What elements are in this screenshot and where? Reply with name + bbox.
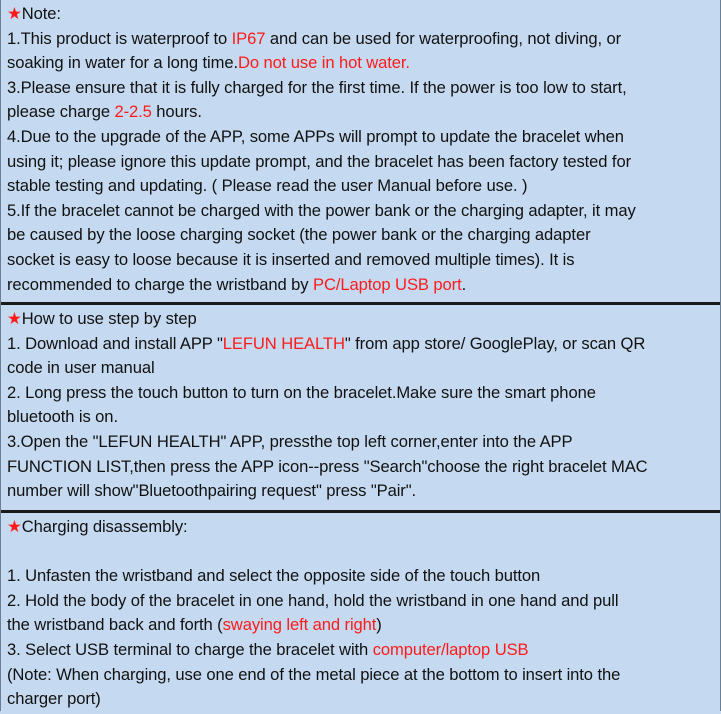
charge-hours-highlight: 2-2.5 [114, 102, 152, 122]
text: ) [376, 615, 382, 635]
step-2-line-2: bluetooth is on. [7, 407, 118, 427]
howto-heading [7, 307, 714, 332]
charging-heading [7, 515, 714, 540]
charging-step-3 [7, 638, 714, 663]
blank-line [7, 540, 714, 565]
text: recommended to charge the wristband by [7, 274, 314, 294]
charging-step-2-line-2 [7, 613, 714, 638]
howto-title: How to use step by step [21, 309, 197, 328]
text: and can be used for waterproofing, not diving, or [265, 28, 622, 48]
app-name-highlight: LEFUN HEALTH [222, 333, 345, 353]
charging-title: Charging disassembly: [21, 517, 188, 536]
howto-section [1, 305, 720, 510]
text: soaking in water for a long time. [7, 53, 238, 73]
step-3-line-3: number will show"Bluetoothpairing request" press "Pair". [7, 481, 417, 501]
charging-note-line-2: charger port) [7, 689, 101, 709]
step-1-line-2: code in user manual [7, 358, 155, 378]
note-section [1, 0, 720, 302]
text: please charge [7, 102, 115, 122]
text: . [461, 274, 467, 294]
ip67-highlight: IP67 [231, 28, 266, 48]
text: the wristband back and forth ( [7, 615, 223, 635]
note-item-1-line-2 [7, 51, 714, 76]
charging-note-line-1: (Note: When charging, use one end of the metal piece at the bottom to insert into the [7, 664, 621, 684]
text: 3. Select USB terminal to charge the bracelet with [7, 639, 373, 659]
note-item-5-line-4 [7, 273, 714, 298]
star-icon: ★ [7, 517, 22, 536]
note-heading [7, 2, 714, 27]
note-item-4-line-2: using it; please ignore this update prompt, and the bracelet has been factory tested for [7, 151, 631, 171]
computer-usb-highlight: computer/laptop USB [372, 639, 529, 659]
note-item-5-line-2: be caused by the loose charging socket (the power bank or the charging adapter [7, 225, 591, 245]
note-item-3-line-2 [7, 100, 714, 125]
text: hours. [151, 102, 202, 122]
charging-step-2-line-1: 2. Hold the body of the bracelet in one hand, hold the wristband in one hand and pull [7, 590, 619, 610]
note-item-4-line-1: 4.Due to the upgrade of the APP, some APPs will prompt to update the bracelet when [7, 126, 624, 146]
charging-step-1: 1. Unfasten the wristband and select the opposite side of the touch button [7, 566, 541, 586]
step-1-line-1 [7, 332, 714, 357]
charging-section [1, 513, 720, 714]
note-item-4-line-3: stable testing and updating. ( Please read the user Manual before use. ) [7, 176, 528, 196]
swaying-highlight: swaying left and right [222, 615, 377, 635]
step-2-line-1: 2. Long press the touch button to turn on the bracelet.Make sure the smart phone [7, 382, 596, 402]
note-item-3-line-1: 3.Please ensure that it is fully charged for the first time. If the power is too low to start, [7, 77, 627, 97]
star-icon: ★ [7, 4, 22, 23]
text: 1.This product is waterproof to [7, 28, 232, 48]
star-icon: ★ [7, 309, 22, 328]
note-item-5-line-1: 5.If the bracelet cannot be charged with the power bank or the charging adapter, it may [7, 200, 636, 220]
hot-water-warning: Do not use in hot water. [237, 53, 410, 73]
note-item-5-line-3: socket is easy to loose because it is inserted and removed multiple times). It is [7, 249, 575, 269]
step-3-line-1: 3.Open the "LEFUN HEALTH" APP, pressthe top left corner,enter into the APP [7, 431, 573, 451]
usb-port-highlight: PC/Laptop USB port [313, 274, 462, 294]
step-3-line-2: FUNCTION LIST,then press the APP icon--press "Search"choose the right bracelet MAC [7, 456, 648, 476]
text: " from app store/ GooglePlay, or scan QR [344, 333, 646, 353]
text: 1. Download and install APP " [7, 333, 223, 353]
note-title: Note: [21, 4, 61, 23]
note-item-1-line-1 [7, 27, 714, 52]
